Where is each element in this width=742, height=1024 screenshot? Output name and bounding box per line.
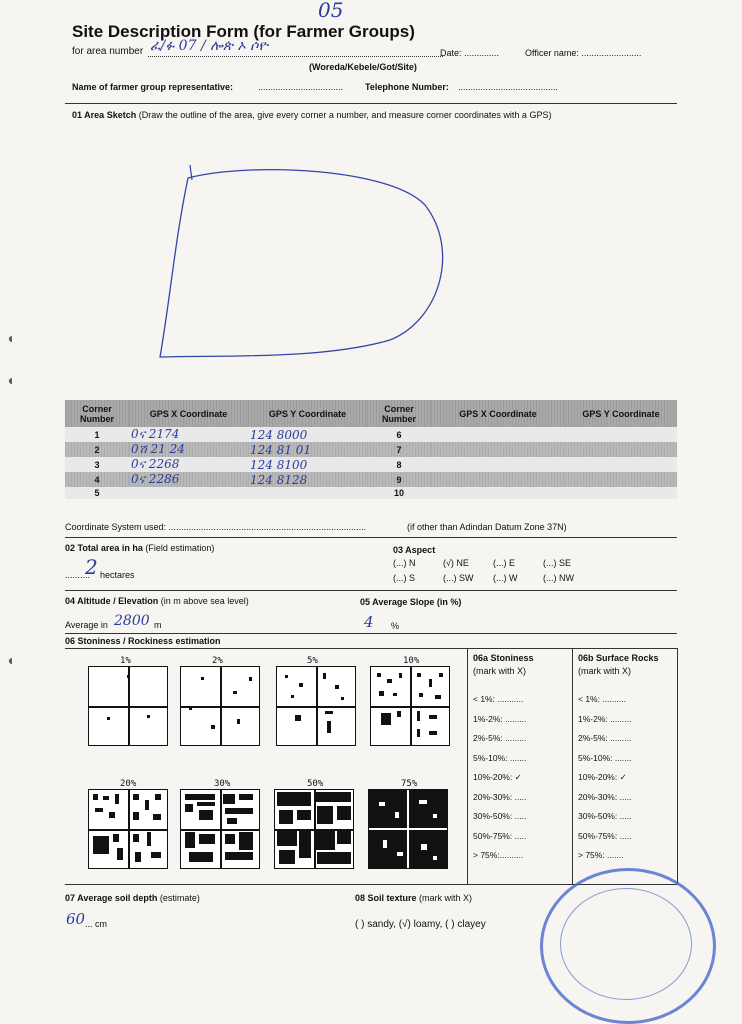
representative-field[interactable]: .................................. xyxy=(258,82,344,92)
surface-rock-class-option[interactable]: 1%-2%: ......... xyxy=(578,713,632,724)
area-sketch-instruction: (Draw the outline of the area, give every corner a number, and measure corner coordinates with a GPS) xyxy=(138,110,552,120)
gps-x-cell[interactable] xyxy=(431,487,565,499)
stoniness-06b-title: 06b Surface Rocks xyxy=(578,653,659,663)
stoniness-diagram-10pct xyxy=(370,666,450,746)
slope-heading: 05 Average Slope (in %) xyxy=(360,597,462,607)
gps-y-cell[interactable] xyxy=(565,457,677,472)
altitude-unit: m xyxy=(154,620,162,630)
header-gps-y-2: GPS Y Coordinate xyxy=(565,400,677,427)
stoniness-heading: 06 Stoniness / Rockiness estimation xyxy=(65,636,221,646)
aspect-option-se[interactable]: (...) SE xyxy=(543,558,572,568)
stoniness-class-option[interactable]: 2%-5%: ......... xyxy=(473,733,527,743)
aspect-option-s[interactable]: (...) S xyxy=(393,573,415,583)
header-gps-x-2: GPS X Coordinate xyxy=(431,400,565,427)
surface-rock-class-option[interactable]: 30%-50%: ..... xyxy=(578,811,632,821)
total-area-sub: (Field estimation) xyxy=(145,543,215,553)
surface-rock-class-option[interactable]: 10%-20%: ✓ xyxy=(578,772,627,782)
soil-texture-option-sandy[interactable]: ( ) sandy, xyxy=(355,919,396,930)
aspect-options-row2 xyxy=(393,573,593,583)
binder-hole-mark: ◖ xyxy=(6,330,15,346)
divider xyxy=(65,648,677,649)
stoniness-class-option[interactable]: < 1%: ........... xyxy=(473,694,524,704)
gps-x-cell[interactable] xyxy=(129,487,248,499)
stoniness-class-option[interactable]: 20%-30%: ..... xyxy=(473,791,527,802)
stoniness-class-option[interactable]: > 75%:.......... xyxy=(473,850,524,860)
gps-y-cell[interactable]: 124 81 01 xyxy=(248,442,367,457)
area-number-label: for area number xyxy=(72,46,144,57)
gps-y-cell[interactable] xyxy=(565,472,677,487)
stoniness-label-30pct: 30% xyxy=(214,779,231,789)
stoniness-label-20pct: 20% xyxy=(120,779,137,789)
stoniness-class-option[interactable]: 50%-75%: ..... xyxy=(473,830,527,841)
area-sketch-heading-row xyxy=(72,110,551,120)
altitude-heading: 04 Altitude / Elevation xyxy=(65,596,159,606)
soil-texture-heading: 08 Soil texture xyxy=(355,893,417,903)
total-area-dots: .......... xyxy=(65,570,91,580)
surface-rock-class-option[interactable]: 2%-5%: ......... xyxy=(578,733,632,743)
area-sketch-heading: 01 Area Sketch xyxy=(72,110,137,120)
stoniness-diagram-20pct xyxy=(88,789,168,869)
aspect-option-n[interactable]: (...) N xyxy=(393,558,416,568)
gps-y-cell[interactable] xyxy=(248,487,367,499)
coordinate-system-field[interactable]: Coordinate System used: ............................................................................... xyxy=(65,522,367,532)
gps-y-cell[interactable] xyxy=(565,487,677,499)
stoniness-label-2pct: 2% xyxy=(212,656,223,666)
surface-rock-class-option[interactable]: > 75%: ....... xyxy=(578,850,624,860)
corner-number: 4 xyxy=(65,472,129,487)
total-area-heading: 02 Total area in ha xyxy=(65,543,143,553)
gps-x-cell[interactable]: 0ሽ 21 24 xyxy=(129,442,248,457)
soil-texture-option-clayey[interactable]: ( ) clayey xyxy=(445,919,486,930)
stoniness-diagram-2pct xyxy=(180,666,260,746)
gps-coordinate-table xyxy=(65,400,677,499)
stoniness-label-1pct: 1% xyxy=(120,656,131,666)
aspect-heading: 03 Aspect xyxy=(393,545,436,555)
soil-depth-unit: ... cm xyxy=(85,919,107,929)
header-corner-number-2: Corner Number xyxy=(367,400,431,427)
stoniness-diagram-75pct xyxy=(368,789,448,869)
divider xyxy=(65,103,677,104)
surface-rock-class-option[interactable]: 5%-10%: ....... xyxy=(578,752,632,763)
corner-number: 6 xyxy=(367,427,431,442)
altitude-value[interactable]: 2800 xyxy=(114,613,150,629)
divider xyxy=(65,537,677,538)
gps-y-cell[interactable]: 124 8100 xyxy=(248,457,367,472)
aspect-option-e[interactable]: (...) E xyxy=(493,558,515,568)
gps-y-cell[interactable]: 124 8000 xyxy=(248,427,367,442)
table-row xyxy=(65,442,677,457)
corner-number: 9 xyxy=(367,472,431,487)
aspect-option-ne[interactable]: (√) NE xyxy=(443,558,469,568)
soil-depth-sub: (estimate) xyxy=(159,893,200,903)
soil-texture-heading-row xyxy=(355,893,472,903)
representative-label: Name of farmer group representative: xyxy=(72,82,234,92)
area-sketch-drawing xyxy=(140,150,460,390)
stoniness-class-option[interactable]: 1%-2%: ......... xyxy=(473,713,527,724)
divider xyxy=(65,633,677,634)
binder-hole-mark: ◖ xyxy=(6,652,15,668)
stoniness-label-50pct: 50% xyxy=(307,779,324,789)
stoniness-class-option[interactable]: 5%-10%: ....... xyxy=(473,752,527,763)
gps-x-cell[interactable] xyxy=(431,472,565,487)
gps-x-cell[interactable]: 0ና 2286 xyxy=(129,472,248,487)
table-row xyxy=(65,472,677,487)
stoniness-label-75pct: 75% xyxy=(401,779,418,789)
surface-rock-class-option[interactable]: 20%-30%: ..... xyxy=(578,791,632,802)
gps-x-cell[interactable] xyxy=(431,442,565,457)
divider xyxy=(65,590,677,591)
officer-name-field[interactable]: Officer name: ........................ xyxy=(525,48,642,58)
stoniness-label-5pct: 5% xyxy=(307,656,318,666)
date-field[interactable]: Date: .............. xyxy=(440,48,500,58)
corner-number: 5 xyxy=(65,487,129,499)
stoniness-label-10pct: 10% xyxy=(403,656,420,666)
stoniness-diagram-30pct xyxy=(180,789,260,869)
stoniness-class-option[interactable]: 30%-50%: ..... xyxy=(473,811,527,821)
telephone-field[interactable]: ........................................ xyxy=(458,82,559,92)
page-number: 05 xyxy=(318,0,344,22)
corner-number: 10 xyxy=(367,487,431,499)
surface-rock-class-option[interactable]: < 1%: .......... xyxy=(578,694,626,704)
stoniness-class-list-b xyxy=(578,690,631,866)
header-gps-y: GPS Y Coordinate xyxy=(248,400,367,427)
stoniness-class-list-a xyxy=(473,690,526,866)
aspect-option-nw[interactable]: (...) NW xyxy=(543,573,574,583)
stoniness-class-option[interactable]: 10%-20%: ✓ xyxy=(473,772,522,782)
stoniness-06a-title: 06a Stoniness xyxy=(473,653,534,663)
corner-number: 8 xyxy=(367,457,431,472)
altitude-heading-row xyxy=(65,596,249,606)
gps-x-cell[interactable] xyxy=(431,457,565,472)
gps-x-cell[interactable]: 0ና 2268 xyxy=(129,457,248,472)
soil-texture-options xyxy=(355,919,486,930)
gps-x-cell[interactable] xyxy=(431,427,565,442)
soil-depth-value[interactable]: 60 xyxy=(66,910,86,928)
stoniness-diagram-1pct xyxy=(88,666,168,746)
divider xyxy=(677,648,678,884)
header-corner-number: Corner Number xyxy=(65,400,129,427)
soil-texture-option-loamy[interactable]: (√) loamy, xyxy=(398,919,443,930)
corner-number: 3 xyxy=(65,457,129,472)
soil-depth-heading: 07 Average soil depth xyxy=(65,893,158,903)
coordinate-system-note: (if other than Adindan Datum Zone 37N) xyxy=(407,522,567,532)
table-row xyxy=(65,457,677,472)
table-row xyxy=(65,487,677,499)
total-area-value[interactable]: 2 xyxy=(85,555,98,579)
corner-number: 1 xyxy=(65,427,129,442)
total-area-heading-row xyxy=(65,543,214,553)
soil-texture-sub: (mark with X) xyxy=(419,893,473,903)
total-area-unit: hectares xyxy=(100,570,135,580)
corner-number: 7 xyxy=(367,442,431,457)
gps-y-cell[interactable] xyxy=(565,427,677,442)
official-stamp-inner-ring xyxy=(560,888,692,1000)
stoniness-diagram-50pct xyxy=(274,789,354,869)
area-hint: (Woreda/Kebele/Got/Site) xyxy=(309,62,417,72)
gps-y-cell[interactable] xyxy=(565,442,677,457)
telephone-label: Telephone Number: xyxy=(365,82,449,92)
aspect-option-sw[interactable]: (...) SW xyxy=(443,573,474,583)
divider xyxy=(467,648,468,884)
stoniness-06a-sub: (mark with X) xyxy=(473,666,527,676)
altitude-avg-label: Average in xyxy=(65,620,108,630)
gps-x-cell[interactable]: 0ና 2174 xyxy=(129,427,248,442)
gps-y-cell[interactable]: 124 8128 xyxy=(248,472,367,487)
binder-hole-mark: ◖ xyxy=(6,372,15,388)
slope-unit: % xyxy=(391,621,400,631)
soil-depth-heading-row xyxy=(65,893,200,903)
aspect-option-w[interactable]: (...) W xyxy=(493,573,518,583)
header-gps-x: GPS X Coordinate xyxy=(129,400,248,427)
stoniness-diagram-5pct xyxy=(276,666,356,746)
form-title: Site Description Form (for Farmer Groups) xyxy=(72,22,415,41)
area-number-value: ፈ/ፉ 07 / ሎጵ ኦ ሶዮ xyxy=(150,38,268,54)
surface-rock-class-option[interactable]: 50%-75%: ..... xyxy=(578,830,632,841)
slope-value[interactable]: 4 xyxy=(364,613,374,631)
divider xyxy=(572,648,573,884)
aspect-options-row1 xyxy=(393,558,593,568)
area-number-line xyxy=(148,56,443,57)
corner-number: 2 xyxy=(65,442,129,457)
altitude-sub: (in m above sea level) xyxy=(160,596,249,606)
table-row xyxy=(65,427,677,442)
stoniness-06b-sub: (mark with X) xyxy=(578,666,632,676)
